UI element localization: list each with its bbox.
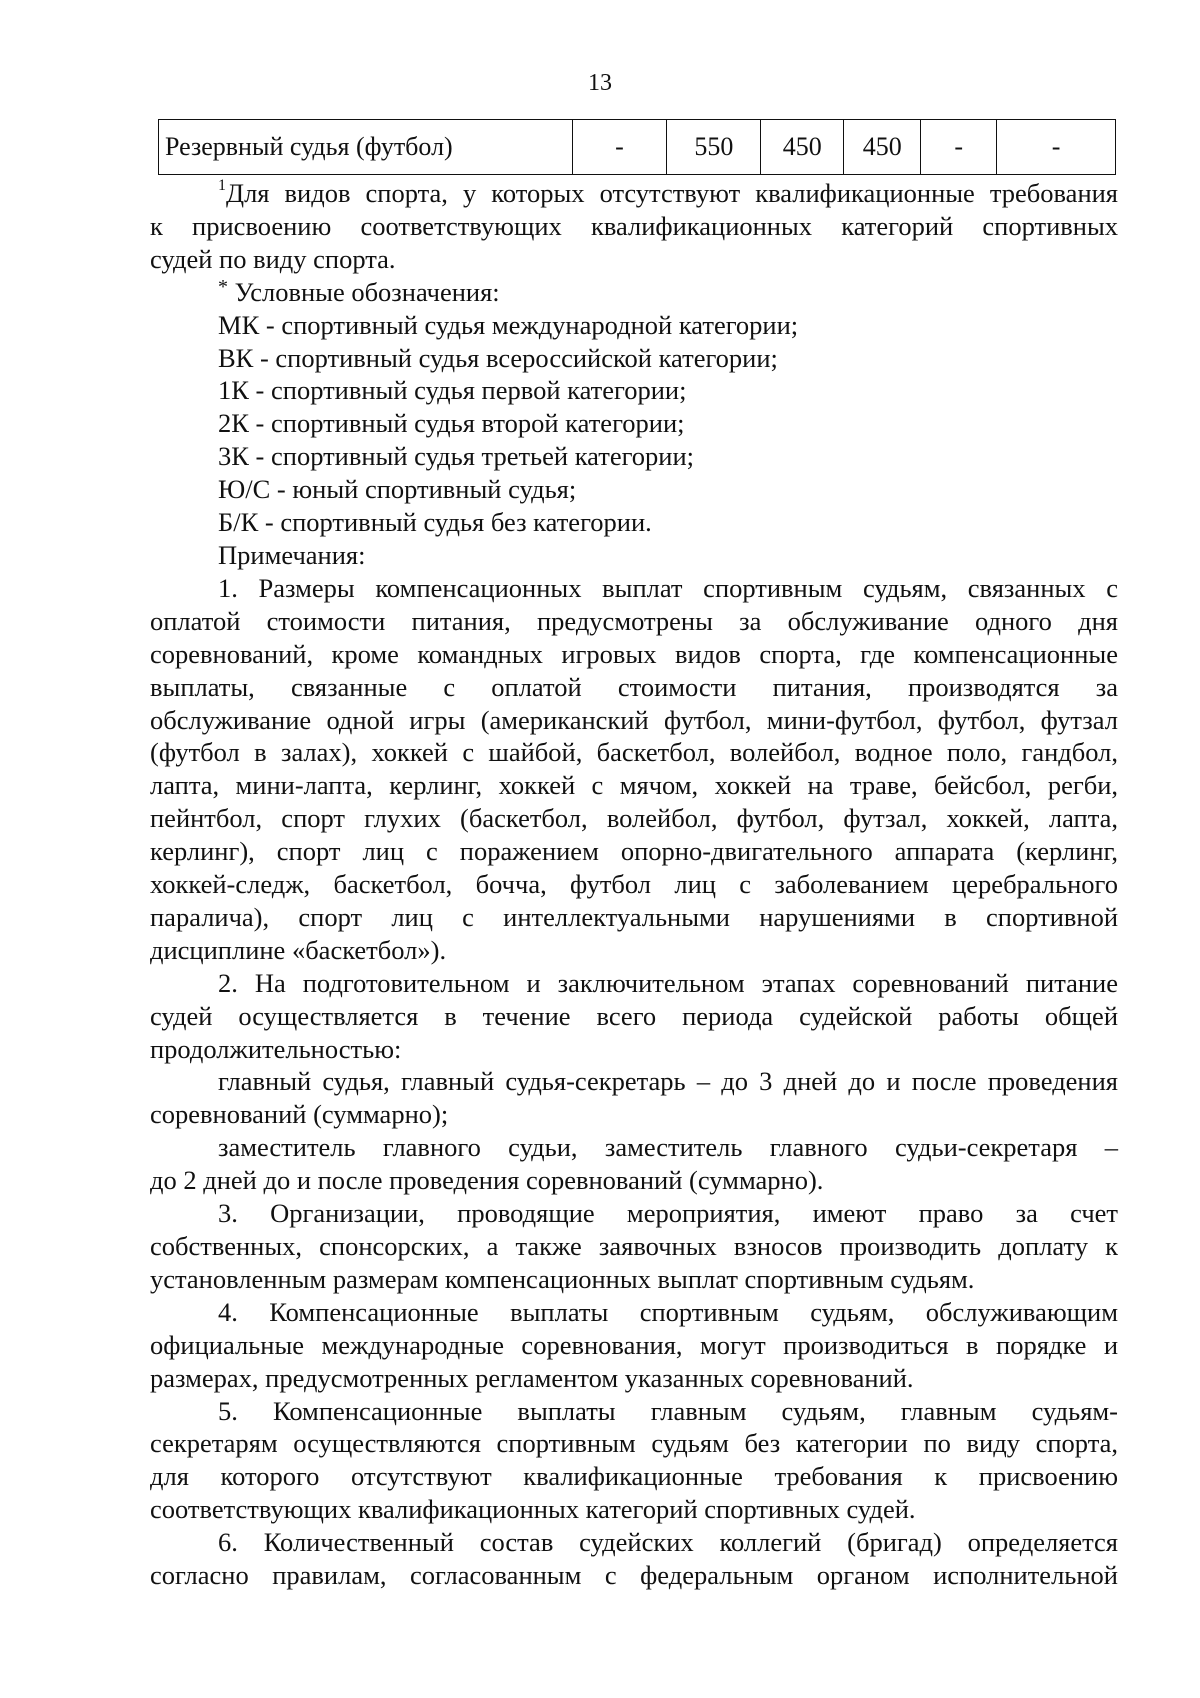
footnote-mark: 1 — [218, 177, 226, 194]
rates-table — [158, 119, 1116, 175]
note-4-line: размерах, предусмотренных регламентом указанных соревнований. — [150, 1362, 914, 1393]
note-4-line: 4. Компенсационные выплаты спортивным судьям, обслуживающим — [218, 1296, 1118, 1327]
table-cell: 450 — [761, 120, 844, 175]
note-1-line: пейнтбол, спорт глухих (баскетбол, волейбол, футбол, футзал, хоккей, лапта, — [150, 803, 1118, 834]
legend-item: МК - спортивный судья международной категории; — [218, 309, 799, 340]
note-2-line: судей осуществляется в течение всего периода судейской работы общей — [150, 1000, 1118, 1031]
table-row — [159, 120, 1116, 175]
legend-item: 3К - спортивный судья третьей категории; — [218, 441, 695, 472]
note-2-sub-line: главный судья, главный судья-секретарь – до 3 дней до и после проведения — [218, 1066, 1118, 1097]
footnote-line: судей по виду спорта. — [150, 243, 396, 274]
note-2-sub-line: соревнований (суммарно); — [150, 1099, 449, 1130]
footnote-line: $^1$Для видов спорта, у которых отсутствуют квалификационные требования — [218, 177, 1118, 208]
note-1-line: керлинг), спорт лиц с поражением опорно-двигательного аппарата (керлинг, — [150, 836, 1118, 867]
note-3-line: установленным размерам компенсационных выплат спортивным судьям. — [150, 1263, 975, 1294]
table-cell: - — [572, 120, 667, 175]
note-5-line: соответствующих квалификационных категорий спортивных судей. — [150, 1494, 916, 1525]
note-6-line: 6. Количественный состав судейских коллегий (бригад) определяется — [218, 1527, 1118, 1558]
legend-title: * Условные обозначения: — [218, 275, 500, 307]
note-1-line: соревнований, кроме командных игровых видов спорта, где компенсационные — [150, 638, 1118, 669]
note-2-line: продолжительностью: — [150, 1033, 402, 1064]
note-4-line: официальные международные соревнования, могут производиться в порядке и — [150, 1329, 1118, 1360]
note-1-line: (футбол в залах), хоккей с шайбой, баскетбол, волейбол, водное поло, гандбол, — [150, 737, 1118, 768]
legend-item: ВК - спортивный судья всероссийской категории; — [218, 342, 778, 373]
note-1-line: лапта, мини-лапта, керлинг, хоккей с мячом, хоккей на траве, бейсбол, регби, — [150, 770, 1118, 801]
table-cell: 450 — [844, 120, 921, 175]
note-1-line: паралича), спорт лиц с интеллектуальными нарушениями в спортивной — [150, 901, 1118, 932]
legend-item: Ю/С - юный спортивный судья; — [218, 474, 577, 505]
page-number: 13 — [588, 70, 612, 96]
footnote-line: к присвоению соответствующих квалификационных категорий спортивных — [150, 210, 1118, 241]
document-text — [150, 177, 1118, 1592]
note-1-line: обслуживание одной игры (американский футбол, мини-футбол, футбол, футзал — [150, 704, 1118, 735]
note-6-line: согласно правилам, согласованным с федеральным органом исполнительной — [150, 1560, 1118, 1591]
table-cell-name: Резервный судья (футбол) — [159, 120, 573, 175]
legend-item: 2К - спортивный судья второй категории; — [218, 408, 685, 439]
note-2-sub-line: заместитель главного судьи, заместитель главного судьи-секретаря – — [218, 1132, 1118, 1163]
note-2-sub-line: до 2 дней до и после проведения соревнований (суммарно). — [150, 1165, 824, 1196]
note-1-line: дисциплине «баскетбол»). — [150, 934, 447, 965]
note-5-line: для которого отсутствуют квалификационные требования к присвоению — [150, 1461, 1118, 1492]
note-3-line: 3. Организации, проводящие мероприятия, имеют право за счет — [218, 1198, 1118, 1229]
note-5-line: секретарям осуществляются спортивным судьям без категории по виду спорта, — [150, 1428, 1118, 1459]
note-1-line: хоккей-следж, баскетбол, бочча, футбол лиц с заболеванием церебрального — [150, 869, 1118, 900]
table-cell: 550 — [667, 120, 761, 175]
legend-item: 1К - спортивный судья первой категории; — [218, 375, 687, 406]
legend-mark: * — [218, 275, 228, 298]
note-1-line: выплаты, связанные с оплатой стоимости питания, производятся за — [150, 671, 1118, 702]
notes-title: Примечания: — [218, 539, 366, 570]
note-2-line: 2. На подготовительном и заключительном этапах соревнований питание — [218, 967, 1118, 998]
legend-item: Б/К - спортивный судья без категории. — [218, 507, 652, 538]
table-cell: - — [997, 120, 1116, 175]
table-cell: - — [921, 120, 997, 175]
note-3-line: собственных, спонсорских, а также заявочных взносов производить доплату к — [150, 1231, 1118, 1261]
note-5-line: 5. Компенсационные выплаты главным судьям, главным судьям- — [218, 1395, 1118, 1426]
note-1-line: 1. Размеры компенсационных выплат спортивным судьям, связанных с — [218, 572, 1118, 603]
note-1-line: оплатой стоимости питания, предусмотрены за обслуживание одного дня — [150, 605, 1118, 636]
